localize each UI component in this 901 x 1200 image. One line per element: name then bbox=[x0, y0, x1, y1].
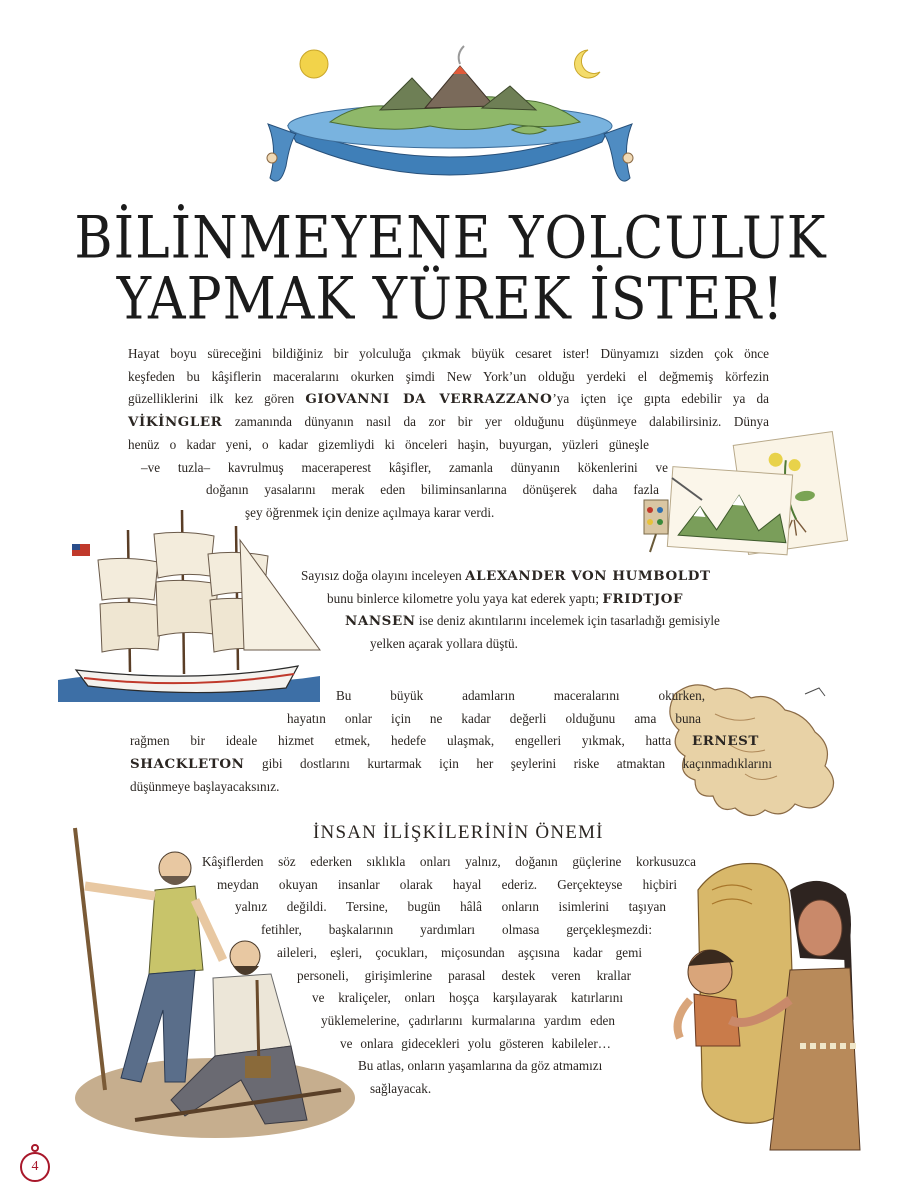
explorer-name-shackleton-first: ERNEST bbox=[691, 733, 760, 750]
intro-line: henüz o kadar yeni, o kadar gizemliydi ki önceleri haşin, buyurgan, yüzleri güneşle bbox=[128, 436, 649, 452]
section-line: yalnız değildi. Tersine, bugün hâlâ onların isimlerini taşıyan bbox=[235, 899, 666, 915]
section-line: meydan okuyan insanlar olarak hayal ederiz. Gerçekteyse hiçbiri bbox=[217, 876, 677, 892]
page-title-line-1: BİLİNMEYENE YOLCULUK bbox=[74, 205, 827, 273]
section-line: aileleri, eşleri, çocukları, miçosundan aşçısına kadar gemi bbox=[277, 944, 642, 960]
sun-icon bbox=[300, 50, 328, 78]
section-line: Kâşiflerden söz ederken sıklıkla onları yalnız, doğanın güçlerine korkusuzca bbox=[202, 854, 696, 869]
adventures-line: düşünmeye başlayacaksınız. bbox=[130, 778, 280, 794]
explorer-name-verrazzano: GIOVANNI DA VERRAZZANO bbox=[305, 391, 553, 408]
section-line: fetihler, başkalarının yardımları olmasa gerçekleşmezdi: bbox=[261, 922, 652, 938]
moon-icon bbox=[575, 50, 600, 78]
section-line: Bu atlas, onların yaşamlarına da göz atmamızı bbox=[358, 1058, 603, 1074]
adventures-paragraph bbox=[130, 685, 772, 799]
adventures-line: hayatın onlar için ne kadar değerli olduğunu ama buna bbox=[287, 710, 701, 726]
adventures-line: SHACKLETON gibi dostlarını kurtarmak için her şeylerini riske atmaktan kaçınmadıklarını bbox=[130, 756, 772, 773]
explorer-name-nansen: NANSEN bbox=[345, 613, 416, 630]
humboldt-paragraph bbox=[301, 565, 720, 656]
humboldt-line: Sayısız doğa olayını inceleyen ALEXANDER VON HUMBOLDT bbox=[301, 568, 711, 584]
intro-line: VİKİNGLER zamanında dünyanın nasıl da zor bir yer olduğunu düşünmeye dalabilirsiniz. Dünya bbox=[128, 414, 769, 431]
section-line: personeli, girişimlerine parasal destek veren krallar bbox=[297, 967, 631, 983]
section-heading: İNSAN İLİŞKİLERİNİN ÖNEMİ bbox=[313, 822, 604, 843]
humboldt-line: bunu binlerce kilometre yolu yaya kat ederek yaptı; FRIDTJOF bbox=[327, 590, 684, 607]
section-line: yüklemelerine, çadırlarını kurmalarına yardım eden bbox=[321, 1012, 615, 1028]
section-line: ve kraliçeler, onları hoşça karşılayarak katırlarını bbox=[312, 990, 623, 1006]
humboldt-line: yelken açarak yollara düştü. bbox=[370, 636, 518, 652]
adventures-line: rağmen bir ideale hizmet etmek, hedefe ulaşmak, engelleri yıkmak, hatta ERNEST bbox=[130, 733, 760, 750]
humboldt-line: NANSEN ise deniz akıntılarını incelemek için tasarladığı gemisiyle bbox=[345, 613, 720, 630]
intro-line: şey öğrenmek için denize açılmaya karar verdi. bbox=[245, 504, 495, 520]
section-paragraph bbox=[202, 851, 696, 1101]
page-number: 4 bbox=[20, 1152, 50, 1182]
botanical-sketches-illustration bbox=[640, 430, 850, 560]
page-number-knob bbox=[31, 1144, 39, 1152]
explorer-name-shackleton: SHACKLETON bbox=[130, 756, 245, 773]
mother-and-child-illustration bbox=[650, 850, 865, 1155]
intro-line: –ve tuzla– kavrulmuş maceraperest kâşifler, zamanla dünyanın kökenlerini ve bbox=[141, 459, 668, 475]
explorer-name-nansen-first: FRIDTJOF bbox=[602, 590, 684, 607]
sailing-ship-illustration bbox=[58, 500, 333, 710]
section-line: sağlayacak. bbox=[370, 1081, 432, 1097]
explorer-name-vikings: VİKİNGLER bbox=[128, 414, 223, 431]
intro-line: keşfeden bu kâşiflerin maceralarını okurken şimdi New York’un olduğu yerdeki el değmemiş körfezin bbox=[128, 368, 769, 384]
page-title-line-2: YAPMAK YÜREK İSTER! bbox=[116, 266, 785, 334]
section-line: ve onlara gidecekleri yolu gösteren kabileler… bbox=[340, 1035, 611, 1051]
flat-earth-illustration bbox=[250, 38, 650, 198]
intro-line: Hayat boyu süreceğini bildiğiniz bir yolculuğa çıkmak büyük cesaret ister! Dünyamızı sizden çok önce bbox=[128, 346, 769, 361]
intro-line: güzelliklerini ilk kez gören GIOVANNI DA VERRAZZANO’ya içten içe gıpta edebilir ya da bbox=[128, 391, 769, 408]
adventures-line: Bu büyük adamların maceralarını okurken, bbox=[336, 688, 705, 703]
explorer-name-humboldt: ALEXANDER VON HUMBOLDT bbox=[465, 568, 711, 584]
intro-line: doğanın yasalarını merak eden biliminsanlarına dönüşerek daha fazla bbox=[206, 482, 659, 498]
